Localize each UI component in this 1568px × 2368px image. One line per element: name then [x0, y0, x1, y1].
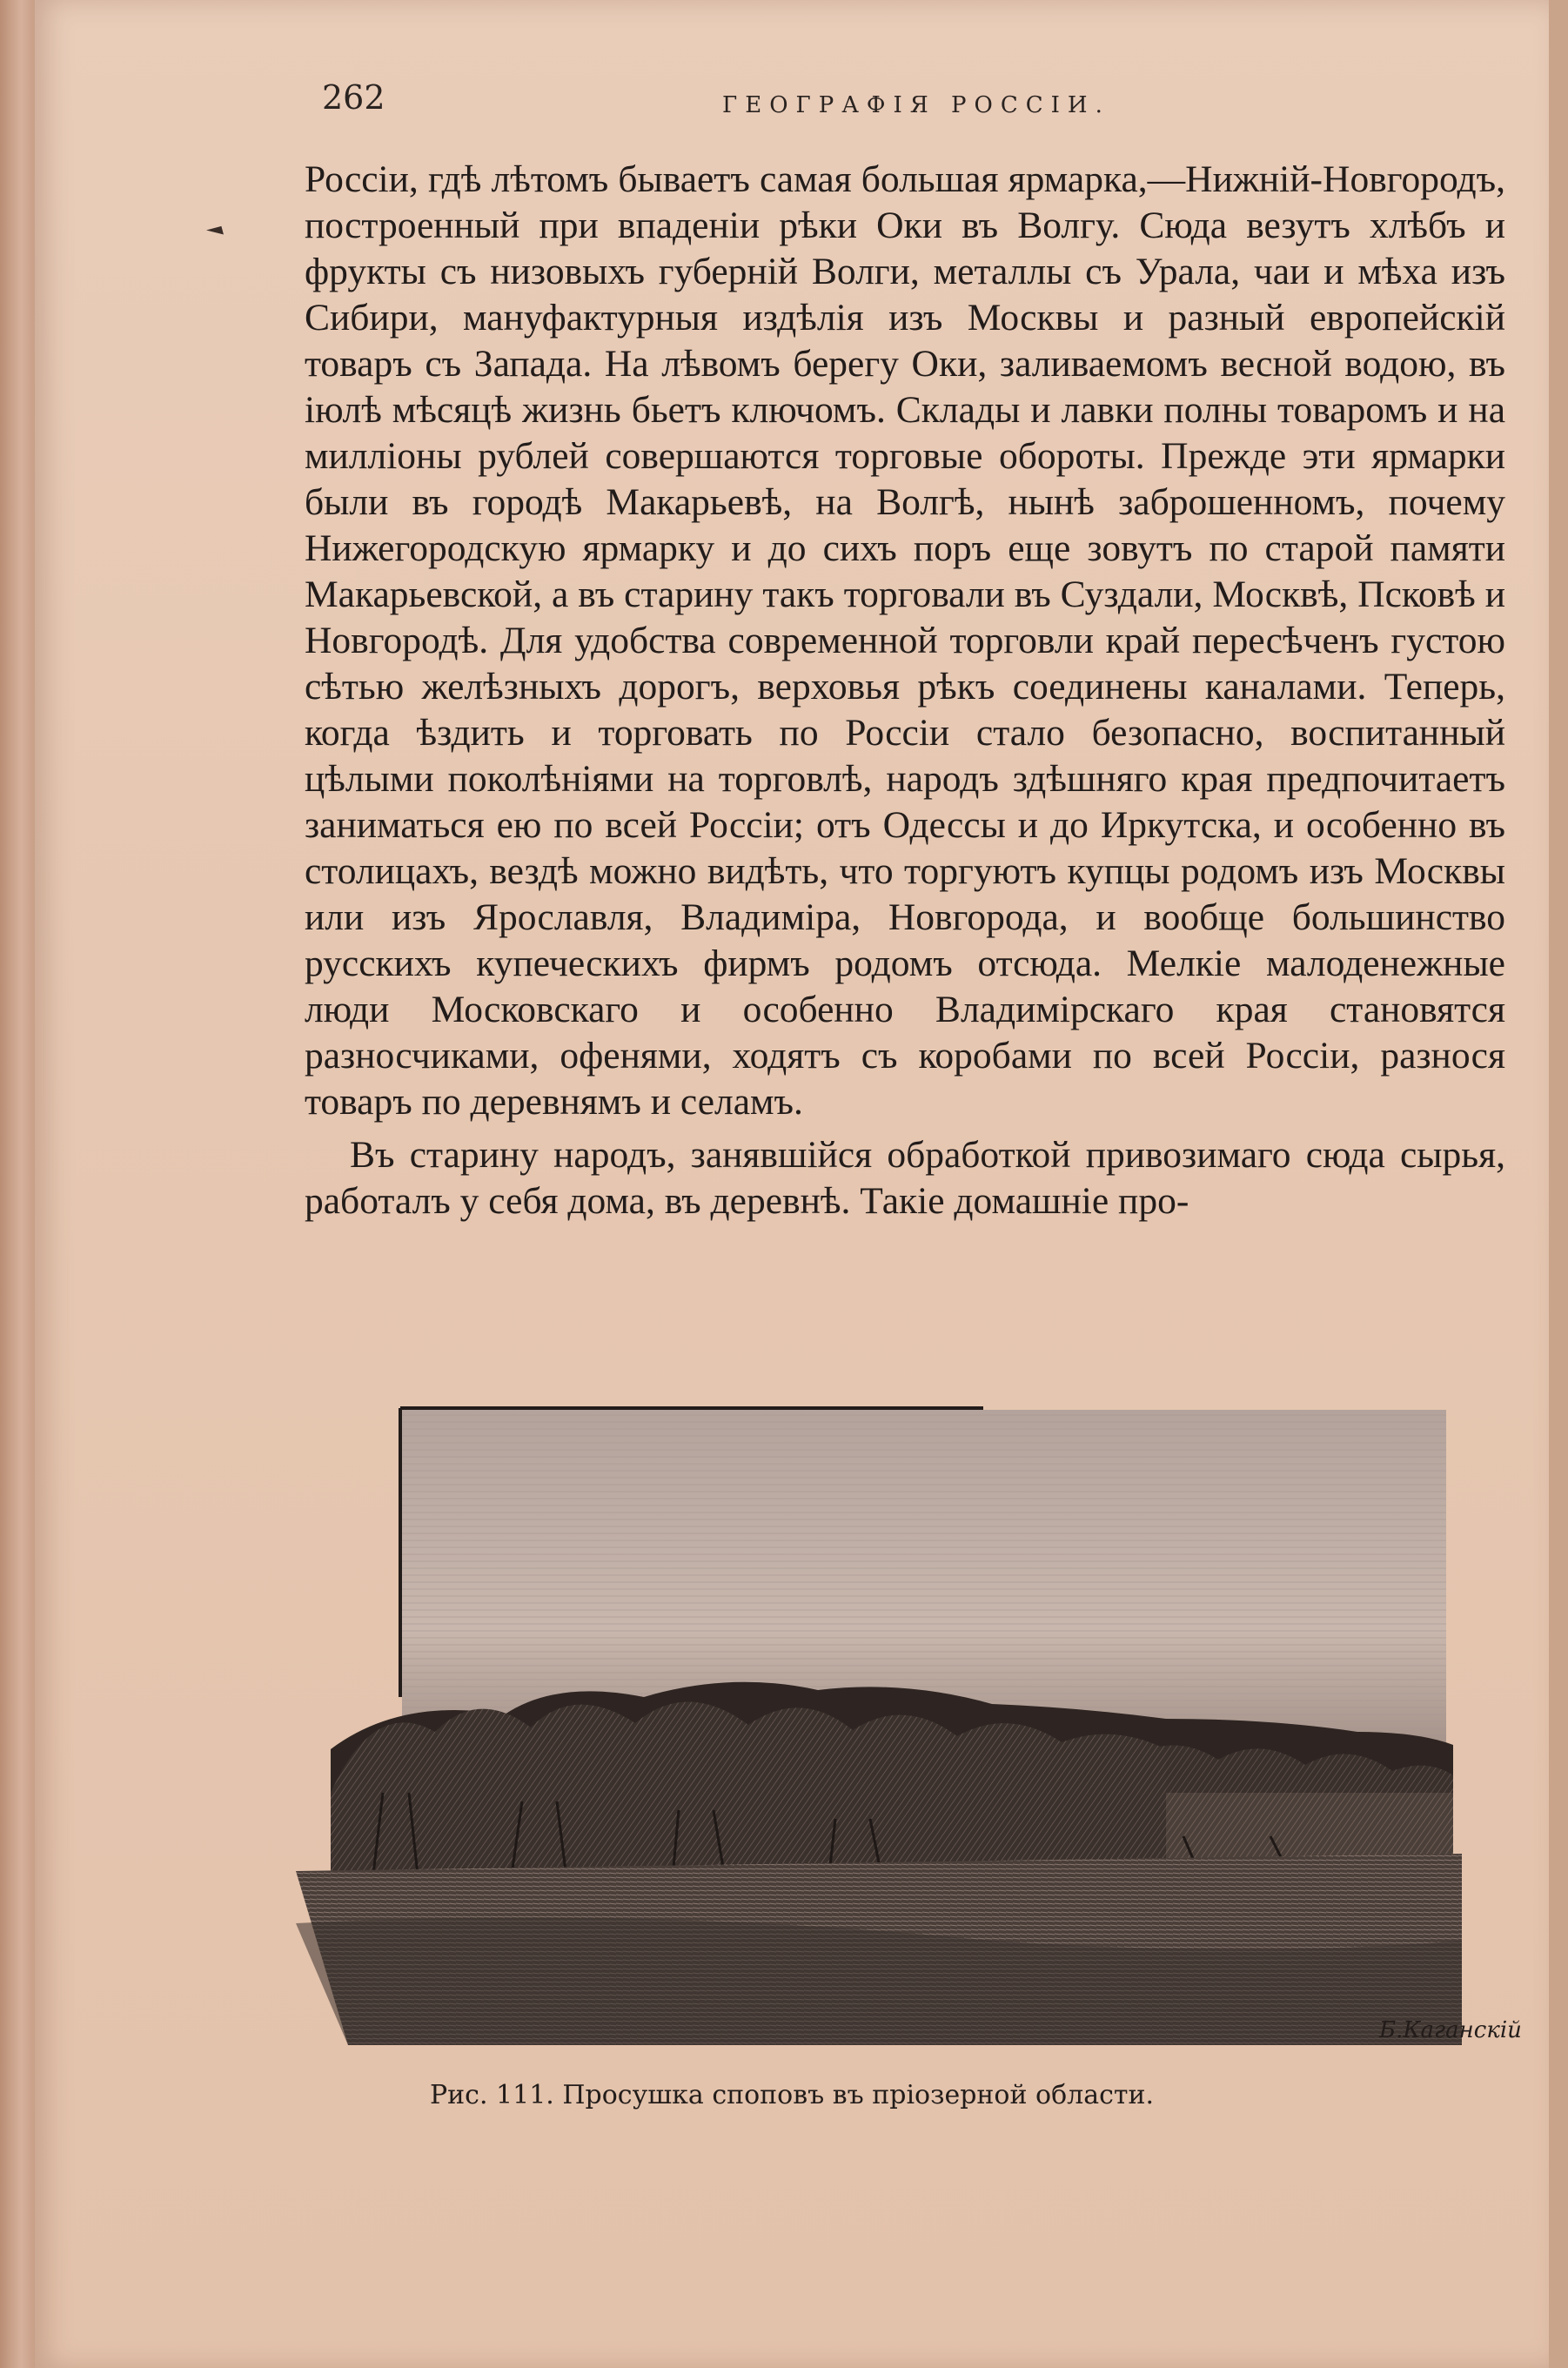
page-number: 262: [322, 78, 385, 117]
haystack-field-engraving: [296, 1384, 1497, 2080]
page-edge: [0, 0, 35, 2368]
artist-signature: Б.Каганскій: [1379, 2017, 1522, 2043]
figure-caption: Рис. 111. Просушка споповъ въ пріозерной области.: [429, 2080, 1155, 2110]
engraving-illustration: [296, 1384, 1497, 2097]
paragraph: Въ старину народъ, занявшійся обработкой привозимаго сюда сырья, работалъ у себя дома, въ деревнѣ. Такіе домашніе про-: [305, 1134, 1505, 1222]
running-head: ГЕОГРАФІЯ РОССІИ.: [722, 92, 1110, 118]
page-header: [322, 78, 1497, 139]
paragraph: Россіи, гдѣ лѣтомъ бываетъ самая большая ярмарка,—Нижній-Новгородъ, построенный при впаденіи рѣки Оки въ Волгу. Сюда везутъ хлѣбъ и фрукты съ низовыхъ губерній Волги, металлы съ Урала, чаи и мѣха изъ Сибири, мануфактурныя издѣлія изъ Москвы и разный европейскій товаръ съ Запада. На лѣвомъ берегу Оки, заливаемомъ весной водою, въ іюлѣ мѣсяцѣ жизнь бьетъ ключомъ. Склады и лавки полны товаромъ и на милліоны рублей совершаются торговые обороты. Прежде эти ярмарки были въ городѣ Макарьевѣ, на Волгѣ, нынѣ заброшенномъ, почему Нижегородскую ярмарку и до сихъ поръ еще зовутъ по старой памяти Макарьевской, а въ старину такъ торговали въ Суздали, Москвѣ, Псковѣ и Новгородѣ. Для удобства современной торговли край пересѣченъ густою сѣтью желѣзныхъ дорогъ, верховья рѣкъ соединены каналами. Теперь, когда ѣздить и торговать по Россіи стало безопасно, воспитанный цѣлыми поколѣніями на торговлѣ, народъ здѣшняго края предпочитаетъ заниматься ею по всей Россіи; отъ Одессы и до Иркутска, и особенно въ столицахъ, вездѣ можно видѣть, что торгуютъ купцы родомъ изъ Москвы или изъ Ярославля, Владиміра, Новгорода, и вообще большинство русскихъ купеческихъ фирмъ родомъ отсюда. Мелкіе малоденежные люди Московскаго и особенно Владимірскаго края становятся разносчиками, офенями, ходятъ съ коробами по всей Россіи, разнося товаръ по деревнямъ и селамъ.: [305, 158, 1505, 1123]
body-text: [305, 157, 1505, 1224]
